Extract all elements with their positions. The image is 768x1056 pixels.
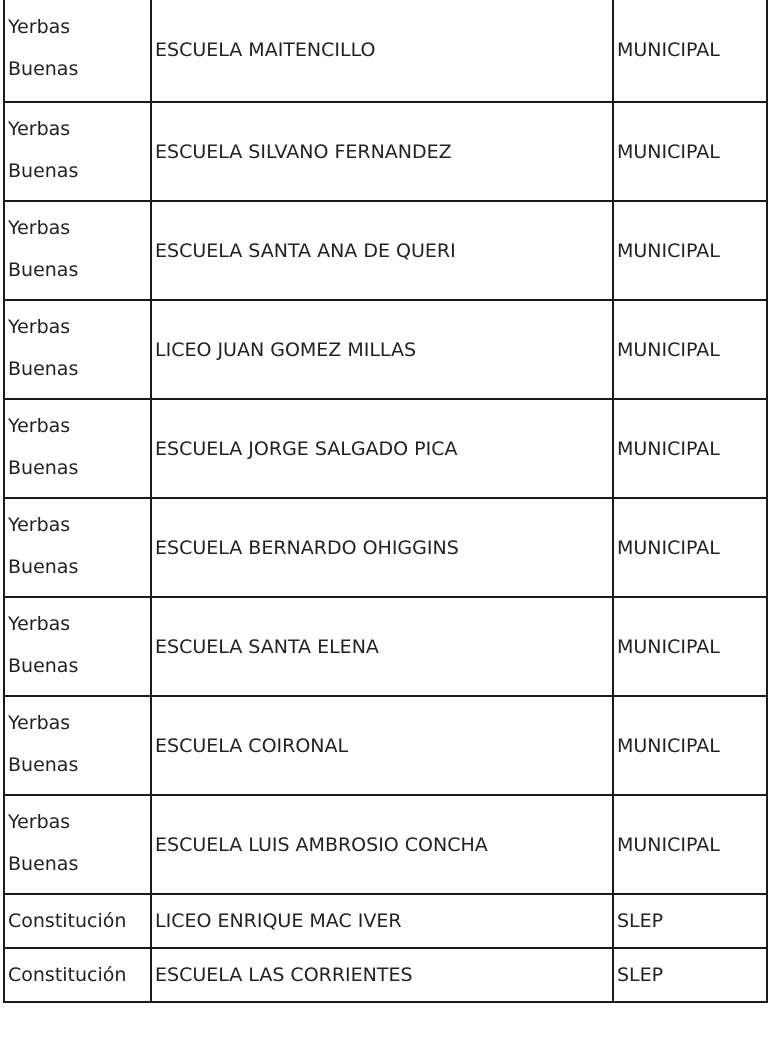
dependencia-cell: SLEP bbox=[613, 948, 767, 1002]
dependencia-cell: MUNICIPAL bbox=[613, 498, 767, 597]
comuna-cell: Yerbas Buenas bbox=[4, 201, 151, 300]
escuela-cell: ESCUELA BERNARDO OHIGGINS bbox=[151, 498, 613, 597]
dependencia-cell: SLEP bbox=[613, 894, 767, 948]
comuna-cell: Yerbas Buenas bbox=[4, 399, 151, 498]
table-row bbox=[4, 102, 767, 201]
comuna-cell: Yerbas Buenas bbox=[4, 300, 151, 399]
dependencia-cell: MUNICIPAL bbox=[613, 0, 767, 102]
escuela-cell: ESCUELA LUIS AMBROSIO CONCHA bbox=[151, 795, 613, 894]
schools-table bbox=[3, 0, 768, 1003]
table-row bbox=[4, 399, 767, 498]
table-row bbox=[4, 597, 767, 696]
table-row bbox=[4, 300, 767, 399]
escuela-cell: ESCUELA SANTA ANA DE QUERI bbox=[151, 201, 613, 300]
dependencia-cell: MUNICIPAL bbox=[613, 300, 767, 399]
comuna-cell: Yerbas Buenas bbox=[4, 0, 151, 102]
escuela-cell: ESCUELA JORGE SALGADO PICA bbox=[151, 399, 613, 498]
comuna-cell: Yerbas Buenas bbox=[4, 795, 151, 894]
comuna-cell: Yerbas Buenas bbox=[4, 498, 151, 597]
comuna-cell: Yerbas Buenas bbox=[4, 597, 151, 696]
table-row bbox=[4, 0, 767, 102]
dependencia-cell: MUNICIPAL bbox=[613, 696, 767, 795]
table-row bbox=[4, 498, 767, 597]
dependencia-cell: MUNICIPAL bbox=[613, 597, 767, 696]
table-row bbox=[4, 948, 767, 1002]
comuna-cell: Yerbas Buenas bbox=[4, 696, 151, 795]
escuela-cell: ESCUELA SILVANO FERNANDEZ bbox=[151, 102, 613, 201]
comuna-cell: Constitución bbox=[4, 948, 151, 1002]
escuela-cell: LICEO ENRIQUE MAC IVER bbox=[151, 894, 613, 948]
dependencia-cell: MUNICIPAL bbox=[613, 795, 767, 894]
table-row bbox=[4, 894, 767, 948]
escuela-cell: LICEO JUAN GOMEZ MILLAS bbox=[151, 300, 613, 399]
comuna-cell: Constitución bbox=[4, 894, 151, 948]
escuela-cell: ESCUELA SANTA ELENA bbox=[151, 597, 613, 696]
table-body bbox=[4, 0, 767, 1002]
escuela-cell: ESCUELA LAS CORRIENTES bbox=[151, 948, 613, 1002]
dependencia-cell: MUNICIPAL bbox=[613, 399, 767, 498]
table-row bbox=[4, 201, 767, 300]
dependencia-cell: MUNICIPAL bbox=[613, 201, 767, 300]
table-row bbox=[4, 696, 767, 795]
escuela-cell: ESCUELA COIRONAL bbox=[151, 696, 613, 795]
dependencia-cell: MUNICIPAL bbox=[613, 102, 767, 201]
comuna-cell: Yerbas Buenas bbox=[4, 102, 151, 201]
table-row bbox=[4, 795, 767, 894]
escuela-cell: ESCUELA MAITENCILLO bbox=[151, 0, 613, 102]
